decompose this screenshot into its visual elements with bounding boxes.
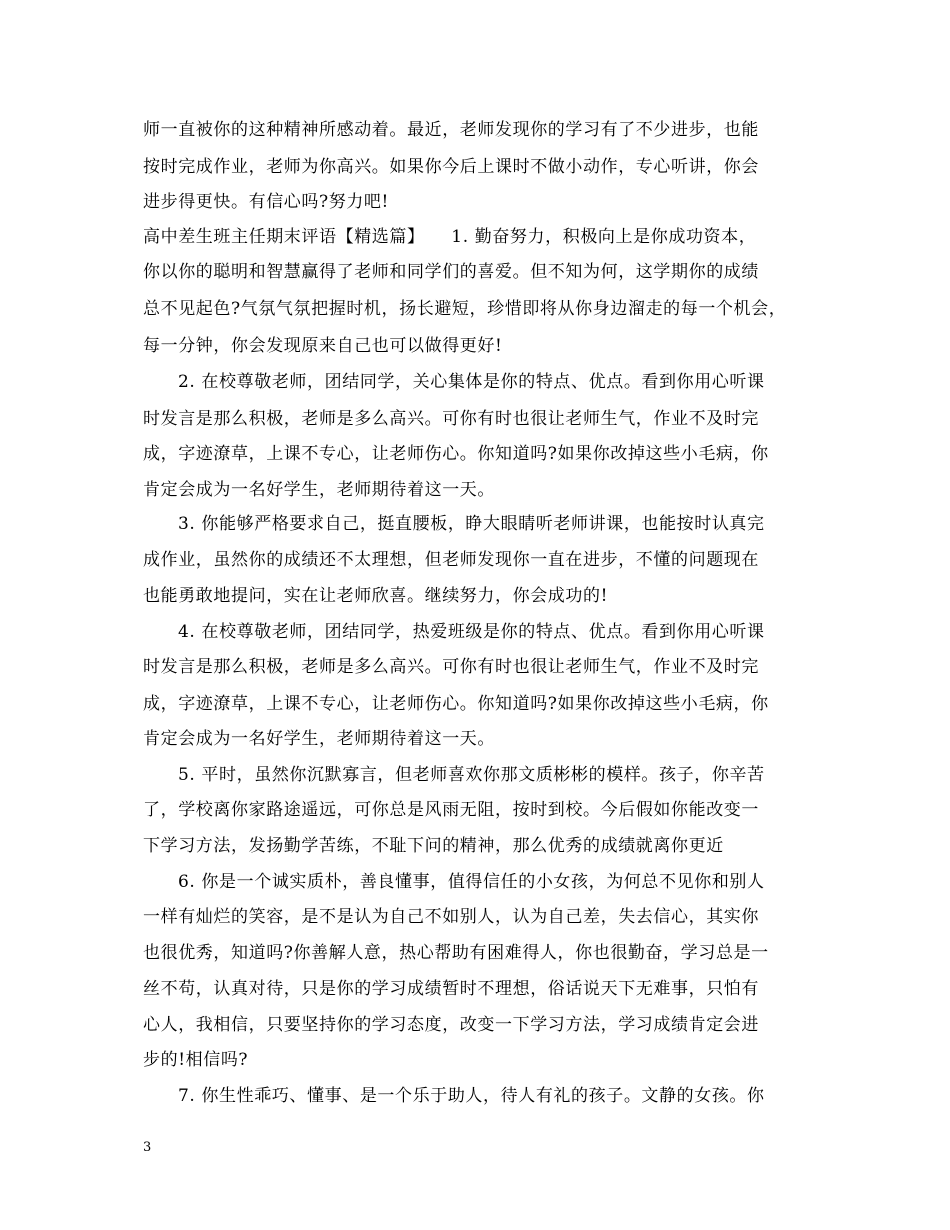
text-line: 3. 你能够严格要求自己，挺直腰板，睁大眼睛听老师讲课，也能按时认真完 [178,514,765,534]
text-line: 7. 你生性乖巧、懂事、是一个乐于助人，待人有礼的孩子。文静的女孩。你 [178,1086,765,1106]
text-line: 总不见起色?气氛气氛把握时机，扬长避短，珍惜即将从你身边溜走的每一个机会， [143,299,787,319]
text-line: 也很优秀，知道吗?你善解人意，热心帮助有困难得人，你也很勤奋，学习总是一 [143,943,769,963]
page-number: 3 [143,1140,152,1155]
text-line: 高中差生班主任期末评语【精选篇】 1. 勤奋努力，积极向上是你成功资本， [143,227,757,247]
text-line: 丝不苟，认真对待，只是你的学习成绩暂时不理想，俗话说天下无难事，只怕有 [143,979,759,999]
text-line: 心人，我相信，只要坚持你的学习态度，改变一下学习方法，学习成绩肯定会进 [143,1015,759,1035]
text-line: 也能勇敢地提问，实在让老师欣喜。继续努力，你会成功的! [143,586,609,606]
text-line: 下学习方法，发扬勤学苦练，不耻下问的精神，那么优秀的成绩就离你更近 [143,836,724,856]
text-line: 时发言是那么积极，老师是多么高兴。可你有时也很让老师生气，作业不及时完 [143,657,759,677]
text-line: 时发言是那么积极，老师是多么高兴。可你有时也很让老师生气，作业不及时完 [143,409,759,429]
text-line: 进步得更快。有信心吗?努力吧! [143,192,389,212]
text-line: 步的!相信吗? [143,1050,249,1070]
text-line: 5. 平时，虽然你沉默寡言，但老师喜欢你那文质彬彬的模样。孩子，你辛苦 [178,765,765,785]
text-line: 成，字迹潦草，上课不专心，让老师伤心。你知道吗?如果你改掉这些小毛病，你 [143,444,769,464]
text-line: 了，学校离你家路途遥远，可你总是风雨无阻，按时到校。今后假如你能改变一 [143,800,759,820]
text-line: 成作业，虽然你的成绩还不太理想，但老师发现你一直在进步，不懂的问题现在 [143,550,759,570]
text-line: 师一直被你的这种精神所感动着。最近，老师发现你的学习有了不少进步，也能 [143,120,759,140]
text-line: 成，字迹潦草，上课不专心，让老师伤心。你知道吗?如果你改掉这些小毛病，你 [143,694,769,714]
text-line: 你以你的聪明和智慧赢得了老师和同学们的喜爱。但不知为何，这学期你的成绩 [143,262,759,282]
text-line: 每一分钟，你会发现原来自己也可以做得更好! [143,336,503,356]
text-line: 一样有灿烂的笑容，是不是认为自己不如别人，认为自己差，失去信心，其实你 [143,907,759,927]
text-line: 4. 在校尊敬老师，团结同学，热爱班级是你的特点、优点。看到你用心听课 [178,622,765,642]
text-line: 按时完成作业，老师为你高兴。如果你今后上课时不做小动作，专心听讲，你会 [143,157,759,177]
text-line: 6. 你是一个诚实质朴，善良懂事，值得信任的小女孩，为何总不见你和别人 [178,872,765,892]
text-line: 2. 在校尊敬老师，团结同学，关心集体是你的特点、优点。看到你用心听课 [178,372,765,392]
text-line: 肯定会成为一名好学生，老师期待着这一天。 [143,729,495,749]
text-line: 肯定会成为一名好学生，老师期待着这一天。 [143,480,495,500]
